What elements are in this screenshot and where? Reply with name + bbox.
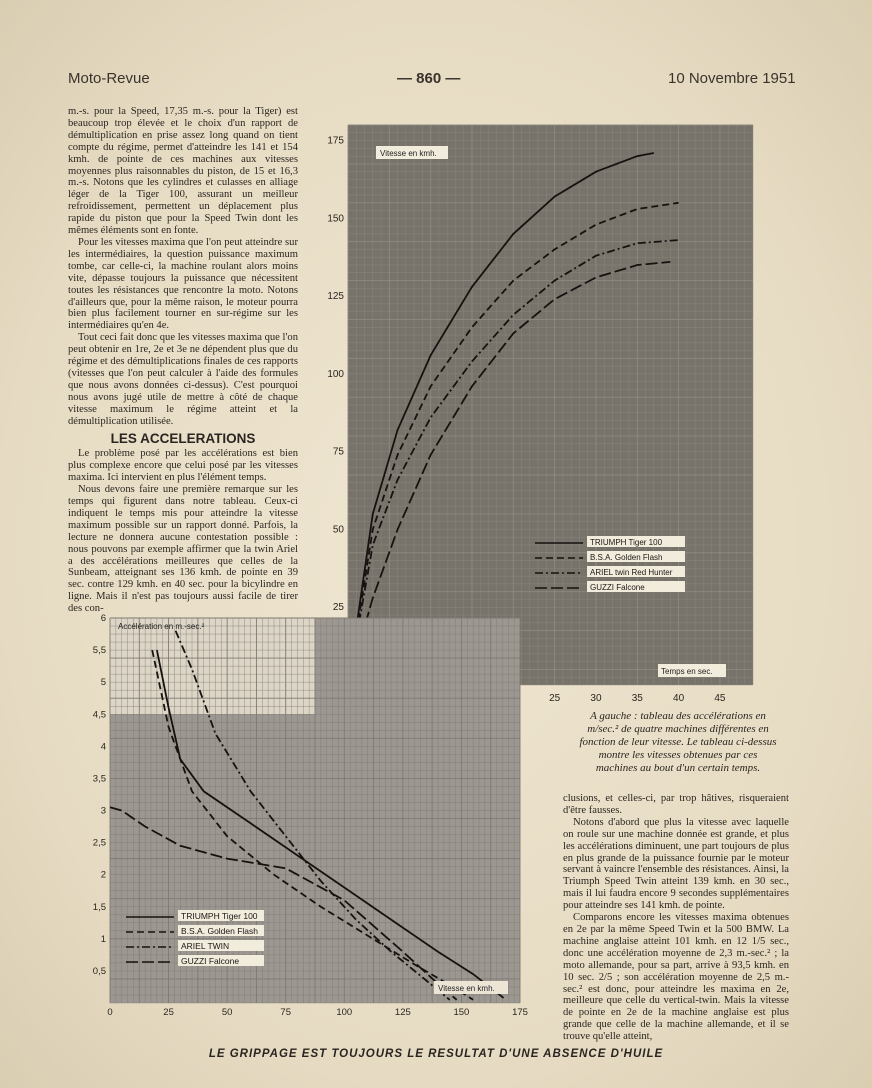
y-tick-label: 2,5 (92, 837, 106, 849)
x-tick-label: 35 (631, 693, 643, 704)
y-tick-label: 1,5 (92, 901, 106, 913)
running-head-date: 10 Novembre 1951 (668, 70, 796, 87)
x-tick-label: 25 (549, 693, 561, 704)
legend-entry: TRIUMPH Tiger 100 (590, 538, 663, 547)
legend-entry: B.S.A. Golden Flash (181, 926, 259, 936)
y-tick-label: 25 (332, 602, 344, 614)
legend-entry: GUZZI Falcone (590, 583, 645, 592)
acceleration-speed-chart (88, 610, 533, 1020)
page-number: — 860 — (397, 70, 461, 87)
y-tick-label: 5,5 (92, 645, 106, 657)
y-tick-label: 75 (332, 446, 344, 458)
paragraph: Nous devons faire une première remarque sur les temps qui figurent dans notre tableau. Ceux-ci indiquent le temps mis pour atteindre la vitesse maximum possible sur un rapport donné. Parfois, la lecture ne donnera aucune contestation possible : nous pouvons par exemple affirmer que la twin Ariel a des accélérations meilleures que celles de la Sunbeam, atteignant ses 136 kmh. de pointe en 39 sec. contre 129 kmh. en 40 sec. pour la bicylindre en ligne. Mais il n'est pas toujours aussi facile de tirer des con- (68, 484, 298, 615)
x-axis-label: Temps en sec. (661, 667, 713, 676)
y-tick-label: 3,5 (92, 773, 106, 785)
paragraph: Comparons encore les vitesses maxima obtenues en 2e par la même Speed Twin et la 500 BMW. La machine anglaise atteint 101 kmh. en 12 1/5 sec., donc une accélération moyenne de 2,3 m.-sec.² ; la moto allemande, pour sa part, arrive à 93,5 kmh. en 10 sec. 2/5 ; son accélération moyenne de 2,5 m.-sec.² est donc, pour atteindre les maxima en 2e, meilleure que celle du vertical-twin. Mais la vitesse de pointe en 2e de la machine anglaise est plus grande que celle de la machine allemande, et il se trouve qu'elle atteint, (563, 912, 789, 1043)
y-tick-label: 100 (327, 368, 344, 380)
x-tick-label: 30 (590, 693, 602, 704)
paragraph: clusions, et celles-ci, par trop hâtives, risqueraient d'être fausses. (563, 793, 789, 816)
paragraph: Le problème posé par les accélérations est bien plus complexe encore que celui posé par les vitesses maxima. Ici intervient en plus l'élément temps. (68, 448, 298, 484)
legend-entry: ARIEL twin Red Hunter (590, 568, 673, 577)
x-tick-label: 25 (163, 1007, 174, 1018)
y-tick-label: 125 (327, 291, 344, 303)
y-tick-label: 175 (327, 135, 344, 147)
x-tick-label: 40 (673, 693, 685, 704)
x-axis-label: Vitesse en kmh. (438, 984, 495, 993)
y-tick-label: 50 (332, 524, 344, 536)
legend-entry: B.S.A. Golden Flash (590, 553, 663, 562)
x-tick-label: 175 (512, 1007, 528, 1018)
running-head-journal: Moto-Revue (68, 70, 150, 87)
y-tick-label: 2 (100, 869, 106, 881)
y-tick-label: 4 (100, 741, 106, 753)
y-tick-label: 6 (100, 613, 106, 624)
x-tick-label: 125 (394, 1007, 411, 1018)
y-tick-label: 3 (100, 805, 106, 817)
y-tick-label: 1 (100, 933, 106, 945)
legend-entry: TRIUMPH Tiger 100 (181, 911, 258, 921)
y-axis-label: Vitesse en kmh. (380, 149, 437, 158)
footer-slogan: LE GRIPPAGE EST TOUJOURS LE RESULTAT D'UNE ABSENCE D'HUILE (208, 1048, 664, 1060)
x-tick-label: 45 (714, 693, 726, 704)
legend-entry: GUZZI Falcone (181, 956, 240, 966)
figure-caption: A gauche : tableau des accélérations en m/sec.² de quatre machines différentes en fonction de leur vitesse. Le tableau ci-dessus montre les vitesses obtenues par ces machines au bout d'un certain temps. (579, 710, 777, 774)
paragraph: m.-s. pour la Speed, 17,35 m.-s. pour la Tiger) est beaucoup trop élevée et le choix d'un rapport de démultiplication en prise assez long quand on tient compte du régime, permet d'atteindre les 141 et 154 kmh. de pointe de ces machines aux vitesses moyennes plus raisonnables du piston, de 15 et 16,3 m.-s. Notons que les cylindres et culasses en alliage léger de la Tiger 100, assurant un meilleur refroidissement, permettent un déplacement plus rapide du piston que pour la Speed Twin dont les mêmes éléments sont en fonte. (68, 106, 298, 237)
y-tick-label: 4,5 (92, 709, 106, 721)
y-axis-label: Accélération en m.-sec.² (118, 622, 205, 631)
x-tick-label: 50 (221, 1007, 233, 1018)
paragraph: Tout ceci fait donc que les vitesses maxima que l'on peut obtenir en 1re, 2e et 3e ne dépendent plus que du régime et des démultiplications finales de ces rapports (vitesses que l'on peut calculer à l'aide des formules que nous avons données ci-dessus). C'est pourquoi nous avons jugé utile de mettre à côté de chaque vitesse maximum le régime atteint et la démultiplication utilisée. (68, 332, 298, 427)
x-tick-label: 0 (107, 1007, 113, 1018)
x-tick-label: 100 (336, 1007, 353, 1018)
x-tick-label: 150 (453, 1007, 470, 1018)
x-tick-label: 75 (280, 1007, 292, 1018)
right-column (563, 793, 789, 1043)
y-tick-label: 150 (327, 213, 344, 225)
left-column (68, 106, 298, 615)
y-tick-label: 0,5 (92, 965, 106, 977)
paragraph: Notons d'abord que plus la vitesse avec laquelle on roule sur une machine donnée est grande, et plus les accélérations diminuent, une part toujours de plus en plus grande de la puissance fournie par le moteur servant à vaincre l'ensemble des résistances. Ainsi, la Triumph Speed Twin atteint 139 kmh. en 30 sec., mais il lui faudra encore 9 secondes supplémentaires pour atteindre ses 141 kmh. de pointe. (563, 816, 789, 912)
section-heading: LES ACCELERATIONS (110, 431, 256, 447)
y-tick-label: 5 (100, 677, 106, 689)
legend-entry: ARIEL TWIN (181, 941, 230, 951)
paragraph: Pour les vitesses maxima que l'on peut atteindre sur les intermédiaires, la question puissance maximum tombe, car celle-ci, la machine roulant alors moins vite, dépasse toujours la puissance que nécessitent toutes les résistances que rencontre la moto. Notons d'ailleurs que, pour la même raison, le moteur pourra bien plus facilement tourner en sur-régime sur les intermédiaires qu'en 4e. (68, 236, 298, 332)
